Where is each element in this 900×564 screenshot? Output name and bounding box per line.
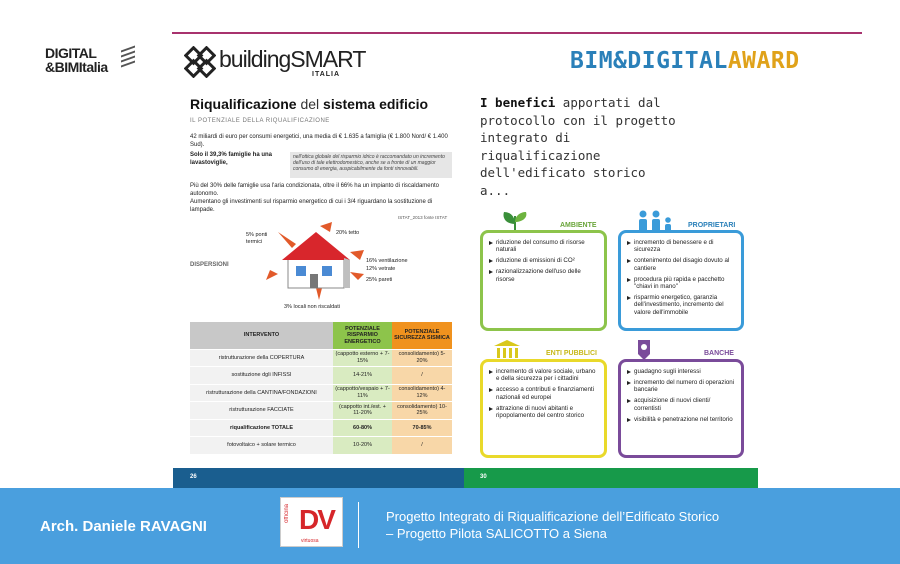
table-row: ristrutturazione FACCIATE (cappotto int./est. + 11-20% consolidamento) 10-25% [190, 402, 452, 420]
right-page-number: 30 [480, 474, 487, 480]
list-item: razionalizzazione dell'uso delle risorse [489, 268, 598, 283]
paragraph-investimenti: Aumentano gli investimenti sul risparmio energetico di cui i 3/4 riguardano la sostituzione di lampade. [190, 199, 433, 213]
award-text-1: BIM&DIGITAL [570, 48, 728, 74]
bim-digital-award-logo [570, 48, 800, 74]
left-page-subtitle: IL POTENZIALE DELLA RIQUALIFICAZIONE [190, 118, 330, 124]
dispersioni-label: DISPERSIONI [190, 262, 229, 268]
list-item: contenimento del disagio dovuto al cantiere [627, 257, 735, 272]
lavastoviglie-note: nell'ottica globale del risparmio idrico è raccomandato un incremento dell'uso di tale elettrodomestico, anche se a fronte di un maggior consumo di energia, auspicabilmente da fonti rinnovabili. [290, 152, 452, 178]
table-row-total: riqualificazione TOTALE 60-80% 70-85% [190, 419, 452, 437]
card-proprietari-title: PROPRIETARI [688, 222, 736, 229]
logo-text-line1: DIGITAL [45, 45, 97, 61]
paragraph-aria: Più del 30% delle famiglie usa l'aria condizionata, oltre il 66% ha un impianto di riscaldamento autonomo. [190, 183, 439, 197]
list-item: risparmio energetico, garanzia dell'investimento, incremento del valore dell'immobile [627, 294, 735, 316]
card-proprietari [618, 230, 744, 331]
benefici-intro: I benefici apportati dal protocollo con il progetto integrato di riqualificazione dell'edificato storico a... [480, 95, 676, 198]
source-note: ISTAT_2013 fonte ISTAT [398, 215, 448, 220]
disp-locali: 3% locali non riscaldati [284, 304, 340, 310]
card-enti-pubblici [480, 359, 607, 458]
header-divider [172, 32, 862, 34]
right-page-footer-bar [464, 468, 758, 488]
table-row: ristrutturazione della COPERTURA (cappotto esterno + 7-15% consolidamento) 5-20% [190, 349, 452, 367]
logo-text-line2: &BIMItalia [45, 59, 108, 75]
buildingsmart-knot-icon [184, 46, 216, 78]
officina-virtuosa-logo: officina DV virtuosa [280, 497, 343, 547]
buildingsmart-name: buildingSMART [219, 46, 366, 72]
paragraph-lavastoviglie: Solo il 39,3% famiglie ha una lavastoviglie, [190, 152, 273, 166]
list-item: guadagno sugli interessi [627, 368, 735, 375]
table-header: POTENZIALE RISPARMIO ENERGETICO [333, 322, 392, 349]
buildingsmart-logo [184, 44, 366, 80]
list-item: acquisizione di nuovi clienti/ correntisti [627, 397, 735, 412]
card-ambiente [480, 230, 607, 331]
author-name: Arch. Daniele RAVAGNI [40, 518, 207, 535]
card-banche-title: BANCHE [704, 350, 734, 357]
list-item: riduzione del consumo di risorse naturali [489, 239, 598, 254]
disp-vetrate: 12% vetrate [366, 266, 396, 272]
card-banche [618, 359, 744, 458]
list-item: incremento del numero di operazioni bancarie [627, 379, 735, 394]
left-page-number: 26 [190, 474, 197, 480]
disp-ventilazione: 16% ventilazione [366, 258, 408, 264]
disp-ponti: 5% ponti termici [246, 232, 268, 245]
list-item: visibilità e penetrazione nel territorio [627, 416, 735, 423]
card-enti-title: ENTI PUBBLICI [546, 350, 597, 357]
table-row: fotovoltaico + solare termico 10-20% / [190, 437, 452, 455]
table-row: ristrutturazione della CANTINA/FONDAZIONI (cappotto/vespaio + 7-11% consolidamento) 4-12% [190, 384, 452, 402]
footer-separator [358, 502, 359, 548]
left-page-footer-bar [173, 468, 464, 488]
award-text-2: AWARD [727, 48, 800, 74]
left-page-title: Riqualificazione del sistema edificio [190, 96, 429, 112]
bank-tag-icon [636, 340, 652, 360]
table-header: INTERVENTO [190, 322, 333, 349]
list-item: procedura più rapida e pacchetto "chiavi in mano" [627, 276, 735, 291]
list-item: incremento di benessere e di sicurezza [627, 239, 735, 254]
logo-stripes-icon [121, 48, 135, 68]
table-header-row [190, 322, 452, 349]
table-header: POTENZIALE SICUREZZA SISMICA [392, 322, 452, 349]
list-item: incremento di valore sociale, urbano e della sicurezza per i cittadini [489, 368, 598, 383]
paragraph-consumi: 42 miliardi di euro per consumi energetici, una media di € 1.635 a famiglia (€ 1.800 Nord/ € 1.400 Sud). [190, 134, 448, 148]
disp-pareti: 25% pareti [366, 277, 393, 283]
project-title: Progetto Integrato di Riqualificazione dell’Edificato Storico – Progetto Pilota SALICOTTO a Siena [386, 509, 720, 541]
list-item: attrazione di nuovi abitanti e ripopolamento del centro storico [489, 405, 598, 420]
interventi-table [190, 322, 452, 455]
table-row: sostituzione dgli INFISSI 14-21% / [190, 367, 452, 385]
list-item: riduzione di emissioni di CO² [489, 257, 598, 264]
digital-bim-italia-logo [45, 46, 140, 74]
buildingsmart-sub: ITALIA [312, 71, 341, 78]
card-ambiente-title: AMBIENTE [560, 222, 597, 229]
list-item: accesso a contributi e finanziamenti nazionali ed europei [489, 386, 598, 401]
disp-tetto: 20% tetto [336, 230, 360, 236]
